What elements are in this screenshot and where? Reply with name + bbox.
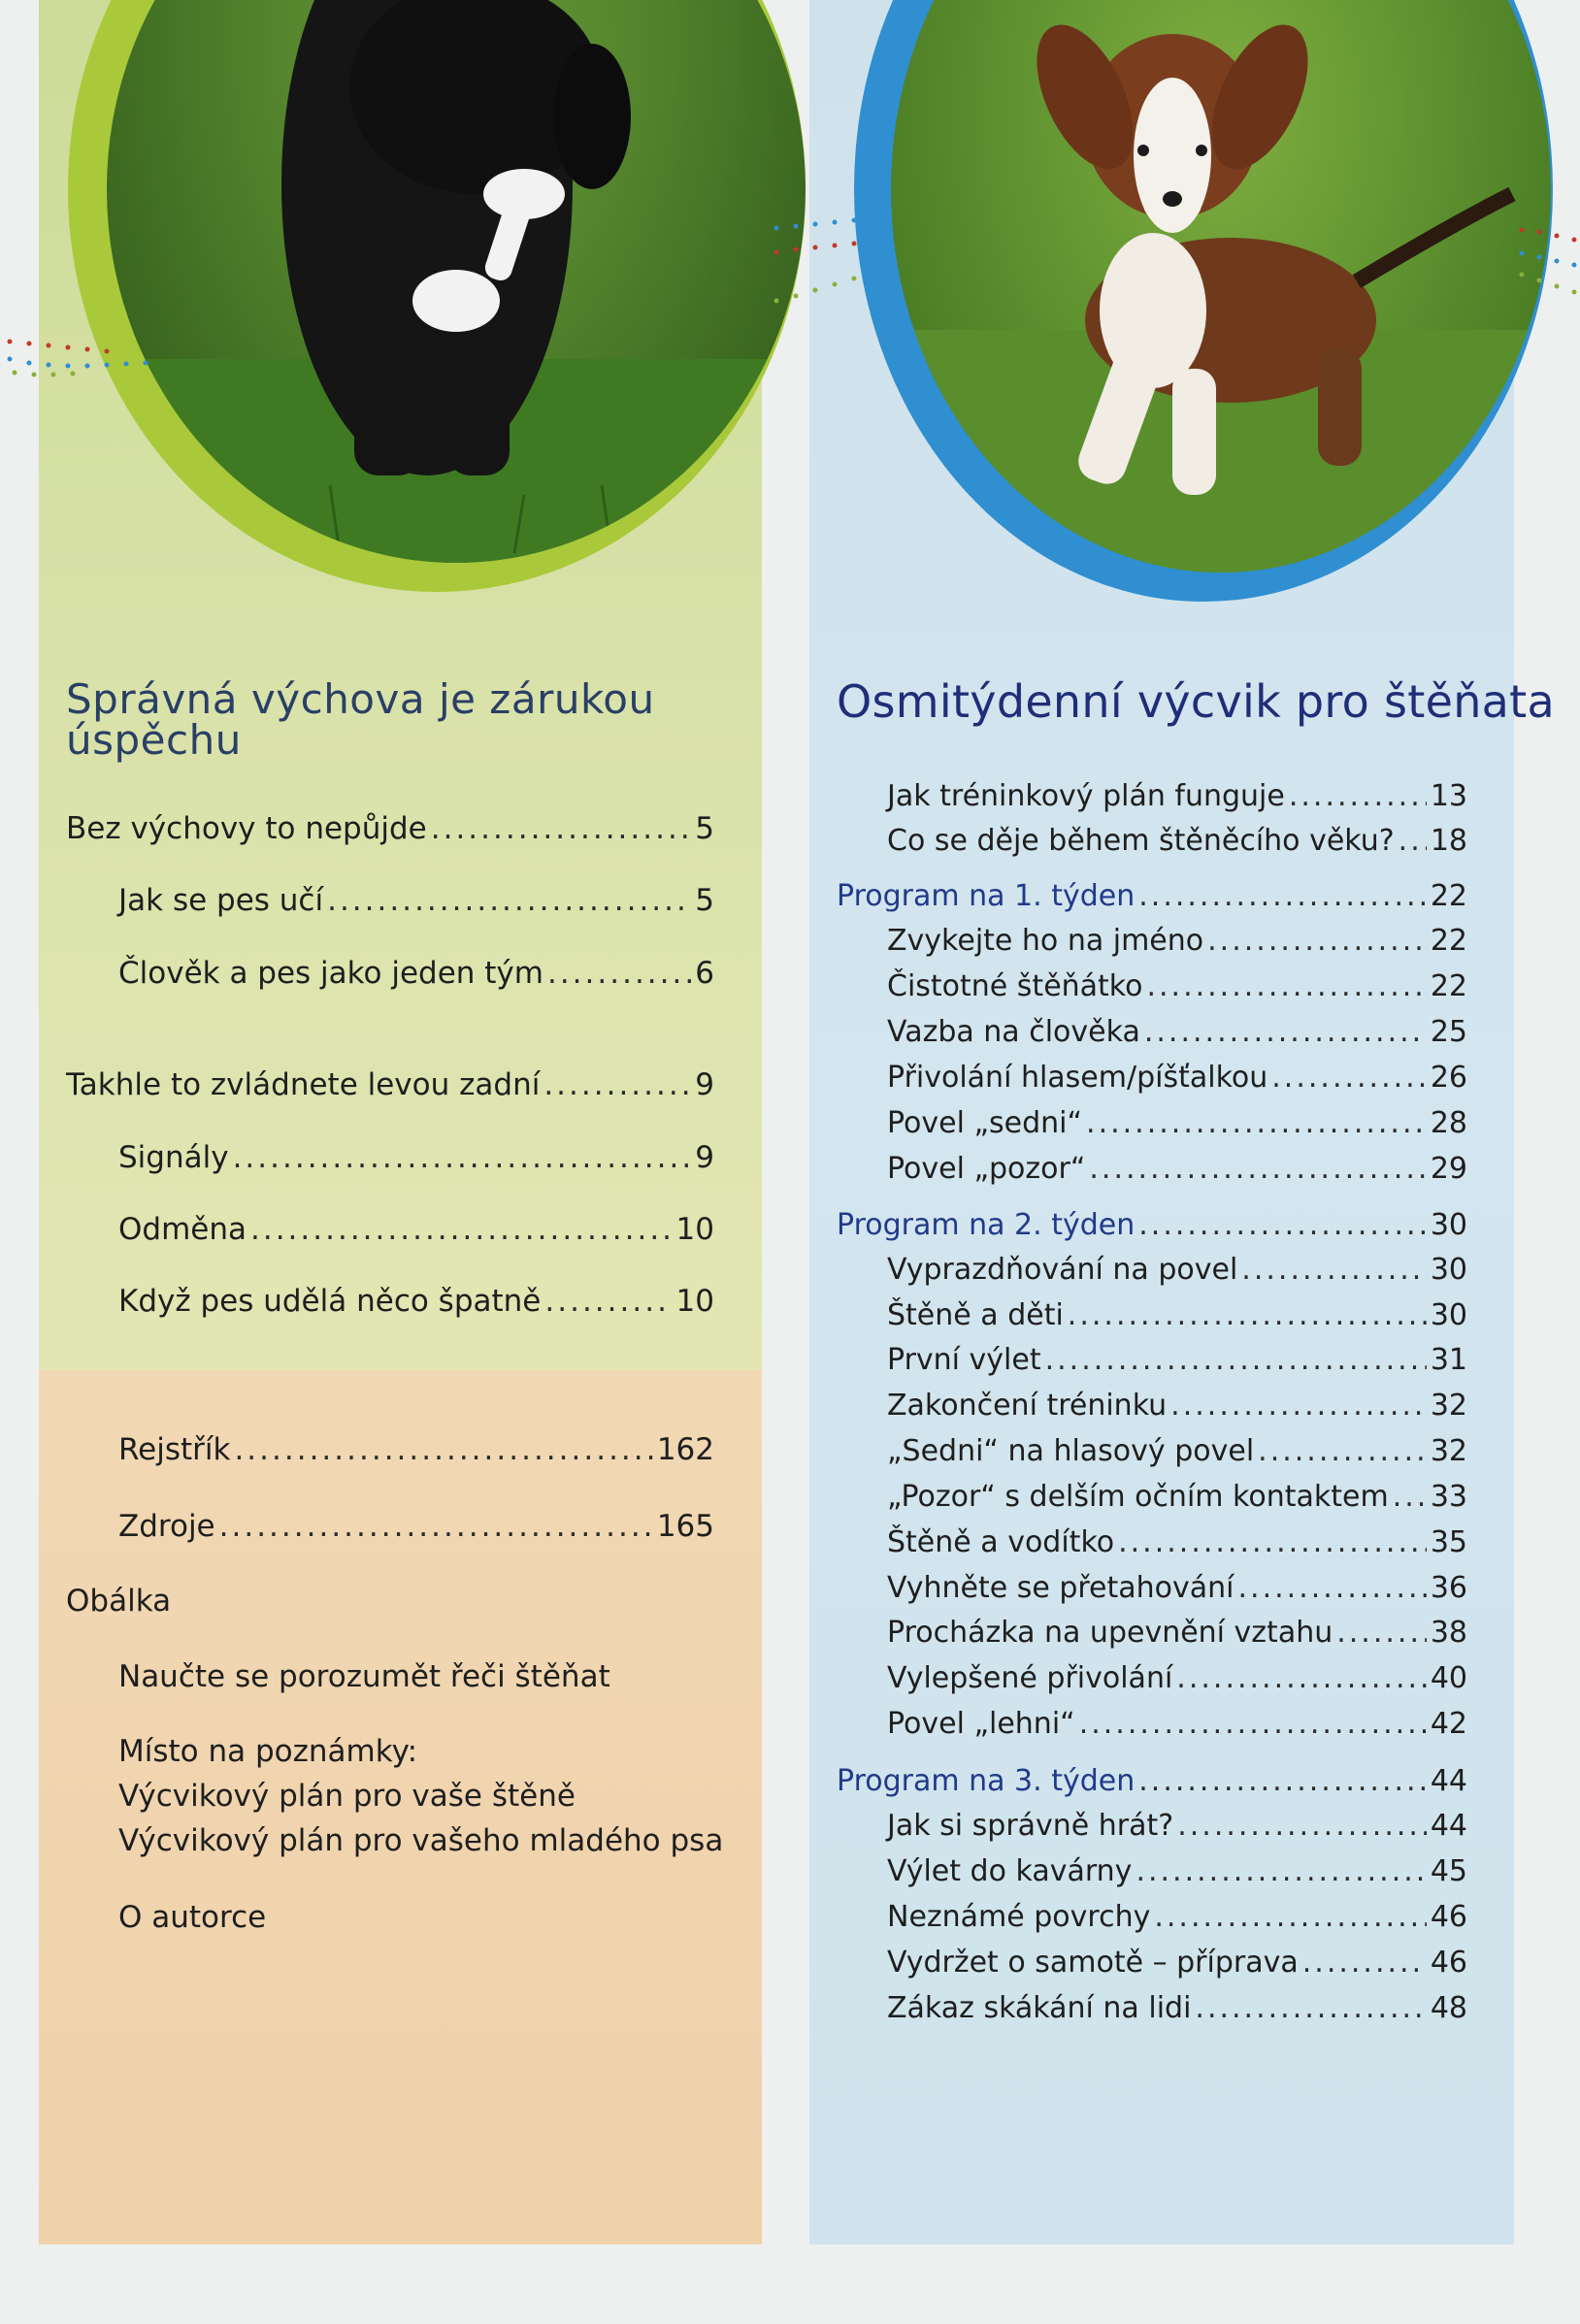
toc-entry[interactable]: Zvykejte ho na jméno ..... 22 <box>887 924 1467 958</box>
toc-entry[interactable]: Zdroje ..... 165 <box>118 1509 714 1544</box>
toc-entry[interactable]: Zákaz skákání na lidi ..... 48 <box>887 1991 1467 2025</box>
toc-entry[interactable]: Čistotné štěňátko ..... 22 <box>887 969 1467 1003</box>
center-dots-decoration <box>767 209 883 315</box>
toc-entry[interactable]: Štěně a vodítko ..... 35 <box>887 1525 1467 1559</box>
toc-entry[interactable]: Člověk a pes jako jeden tým ..... 6 <box>118 956 714 991</box>
left-dots-decoration <box>0 320 155 398</box>
toc-entry[interactable]: Jak se pes učí ..... 5 <box>118 883 714 918</box>
cover-label: Obálka <box>66 1584 172 1619</box>
toc-entry[interactable]: Rejstřík ..... 162 <box>118 1432 714 1467</box>
toc-entry[interactable]: Přivolání hlasem/píšťalkou ..... 26 <box>887 1061 1467 1095</box>
right-dots-decoration <box>1514 218 1580 306</box>
toc-entry[interactable]: Odměna ..... 10 <box>118 1212 714 1247</box>
cover-item[interactable]: Naučte se porozumět řeči štěňat <box>118 1659 610 1694</box>
left-section-heading: Správná výchova je zárukou úspěchu <box>66 675 655 764</box>
cover-item[interactable]: Výcvikový plán pro vašeho mladého psa <box>118 1823 724 1858</box>
toc-program[interactable]: Program na 3. týden ..... 44 <box>837 1764 1467 1798</box>
toc-entry[interactable]: Vylepšené přivolání ..... 40 <box>887 1661 1467 1695</box>
toc-entry[interactable]: Vydržet o samotě – příprava ..... 46 <box>887 1946 1467 1980</box>
toc-entry[interactable]: Jak si správně hrát? ..... 44 <box>887 1809 1467 1843</box>
cover-item[interactable]: O autorce <box>118 1900 267 1935</box>
toc-entry[interactable]: „Pozor“ s delším očním kontaktem ..... 33 <box>887 1480 1467 1514</box>
toc-program[interactable]: Program na 2. týden ..... 30 <box>837 1208 1467 1242</box>
toc-entry[interactable]: Vyhněte se přetahování ..... 36 <box>887 1571 1467 1605</box>
right-section-heading: Osmitýdenní výcvik pro štěňata <box>837 675 1555 728</box>
toc-entry[interactable]: Takhle to zvládnete levou zadní ..... 9 <box>66 1067 714 1102</box>
cover-item[interactable]: Místo na poznámky: <box>118 1734 418 1769</box>
toc-entry[interactable]: Vazba na člověka ..... 25 <box>887 1015 1467 1049</box>
toc-entry[interactable]: Zakončení tréninku ..... 32 <box>887 1389 1467 1423</box>
toc-entry[interactable]: Povel „sedni“ ..... 28 <box>887 1106 1467 1140</box>
toc-entry[interactable]: Výlet do kavárny ..... 45 <box>887 1854 1467 1888</box>
cover-item[interactable]: Výcvikový plán pro vaše štěně <box>118 1779 576 1814</box>
toc-entry[interactable]: Bez výchovy to nepůjde ..... 5 <box>66 811 714 846</box>
toc-program[interactable]: Program na 1. týden ..... 22 <box>837 879 1467 913</box>
toc-entry[interactable]: Vyprazdňování na povel ..... 30 <box>887 1253 1467 1287</box>
toc-entry[interactable]: „Sedni“ na hlasový povel ..... 32 <box>887 1434 1467 1468</box>
toc-entry[interactable]: Povel „lehni“ ..... 42 <box>887 1707 1467 1741</box>
toc-entry[interactable]: Procházka na upevnění vztahu ..... 38 <box>887 1616 1467 1650</box>
toc-entry[interactable]: Co se děje během štěněcího věku? ..... 18 <box>887 824 1467 858</box>
toc-entry[interactable]: První výlet ..... 31 <box>887 1343 1467 1377</box>
toc-entry[interactable]: Když pes udělá něco špatně ..... 10 <box>118 1284 714 1319</box>
toc-entry[interactable]: Povel „pozor“ ..... 29 <box>887 1152 1467 1186</box>
toc-entry[interactable]: Jak tréninkový plán funguje ..... 13 <box>887 779 1467 813</box>
toc-entry[interactable]: Štěně a děti ..... 30 <box>887 1298 1467 1332</box>
toc-entry[interactable]: Signály ..... 9 <box>118 1140 714 1175</box>
toc-entry[interactable]: Neznámé povrchy ..... 46 <box>887 1900 1467 1934</box>
